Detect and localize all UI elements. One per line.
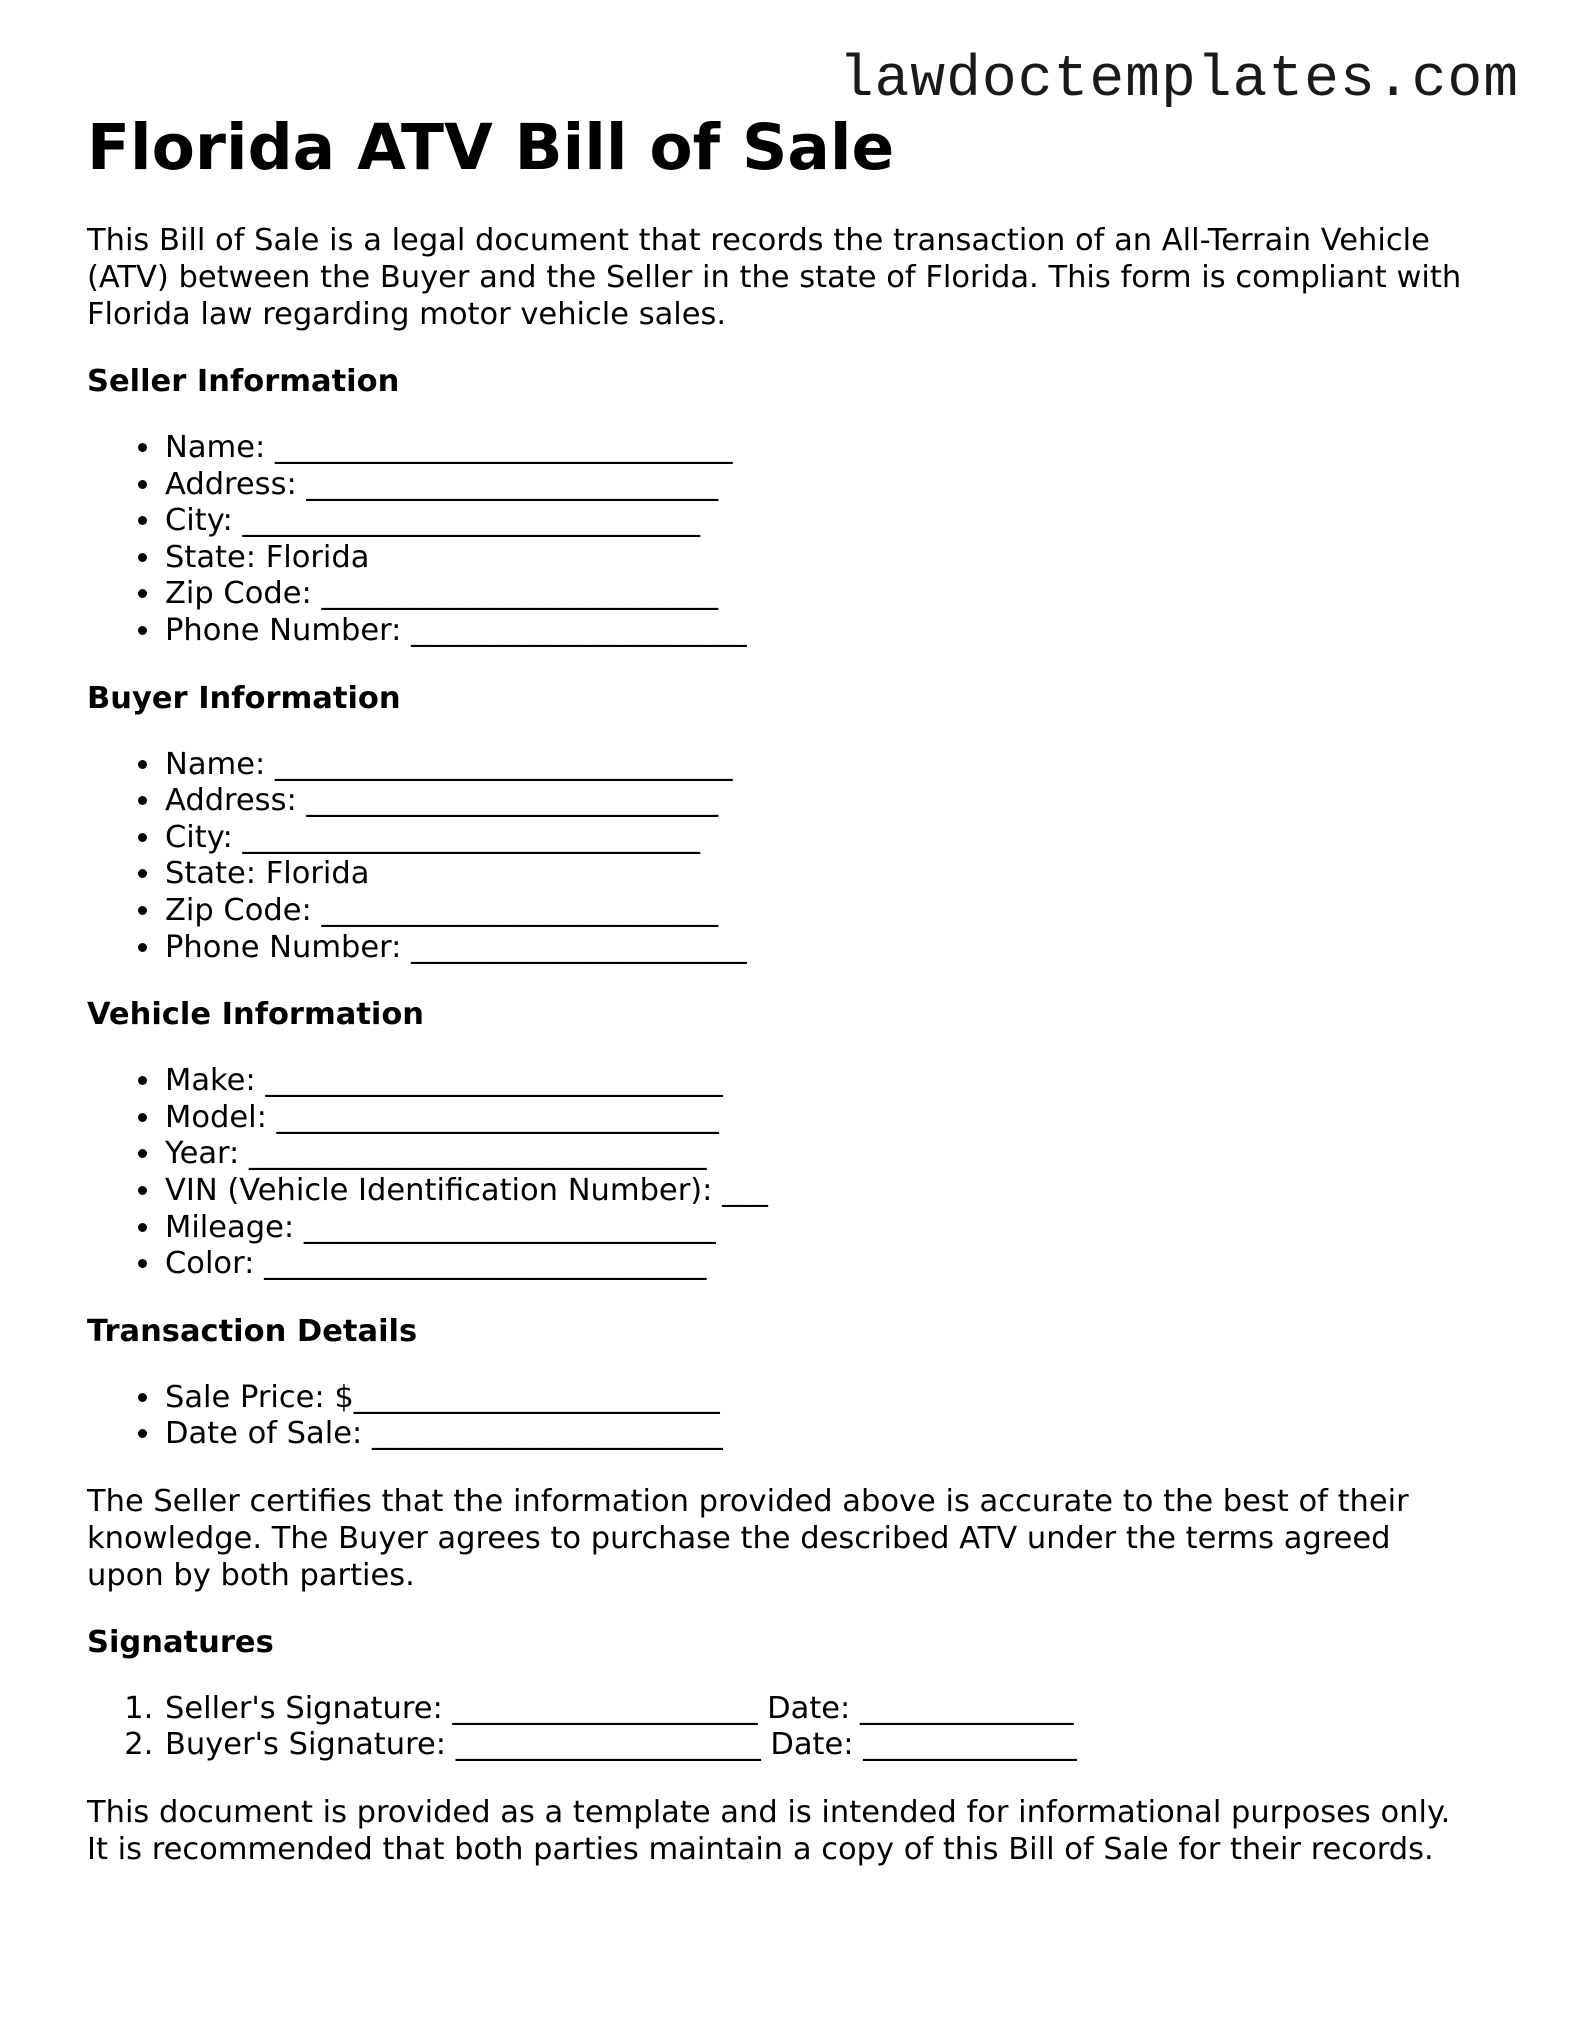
vehicle-heading: Vehicle Information — [87, 997, 425, 1033]
document-title: Florida ATV Bill of Sale — [87, 111, 895, 184]
document-page — [87, 110, 1507, 1868]
site-watermark: lawdoctemplates.com — [838, 48, 1519, 113]
seller-signature-line: 1. Seller's Signature: ____________________ Date: ______________ — [163, 1691, 1507, 1728]
intro-paragraph: This Bill of Sale is a legal document that records the transaction of an All-Terrain Vehicle (ATV) between the Buyer and the Seller in the state of Florida. This form is compliant with Florida law regarding motor vehicle sales. — [87, 223, 1462, 332]
buyer-phone-field: • Phone Number: ______________________ — [163, 930, 1507, 967]
signatures-heading: Signatures — [87, 1624, 274, 1660]
vehicle-model-field: • Model: _____________________________ — [163, 1100, 1507, 1137]
buyer-signature-line: 2. Buyer's Signature: ____________________ Date: ______________ — [163, 1727, 1507, 1764]
transaction-heading: Transaction Details — [87, 1313, 418, 1349]
seller-name-field: • Name: ______________________________ — [163, 430, 1507, 467]
vehicle-make-field: • Make: ______________________________ — [163, 1063, 1507, 1100]
seller-address-field: • Address: ___________________________ — [163, 467, 1507, 504]
certification-paragraph: The Seller certifies that the information provided above is accurate to the best of their knowledge. The Buyer agrees to purchase the described ATV under the terms agreed upon by both parties. — [87, 1483, 1409, 1593]
vehicle-vin-field: • VIN (Vehicle Identification Number): ___ — [163, 1173, 1507, 1210]
transaction-list — [87, 1380, 1507, 1453]
footer-paragraph: This document is provided as a template and is intended for informational purposes only. It is recommended that both parties maintain a copy of this Bill of Sale for their records. — [87, 1795, 1451, 1868]
seller-city-field: • City: ______________________________ — [163, 503, 1507, 540]
buyer-city-field: • City: ______________________________ — [163, 820, 1507, 857]
buyer-zip-field: • Zip Code: __________________________ — [163, 893, 1507, 930]
buyer-list — [87, 747, 1507, 967]
buyer-state-field: • State: Florida — [163, 856, 1507, 893]
buyer-address-field: • Address: ___________________________ — [163, 783, 1507, 820]
sale-price-field: • Sale Price: $________________________ — [163, 1380, 1507, 1417]
seller-zip-field: • Zip Code: __________________________ — [163, 576, 1507, 613]
vehicle-list — [87, 1063, 1507, 1283]
seller-phone-field: • Phone Number: ______________________ — [163, 613, 1507, 650]
vehicle-year-field: • Year: ______________________________ — [163, 1136, 1507, 1173]
seller-state-field: • State: Florida — [163, 540, 1507, 577]
seller-list — [87, 430, 1507, 650]
vehicle-color-field: • Color: _____________________________ — [163, 1246, 1507, 1283]
vehicle-mileage-field: • Mileage: ___________________________ — [163, 1210, 1507, 1247]
sale-date-field: • Date of Sale: _______________________ — [163, 1416, 1507, 1453]
signatures-list — [87, 1691, 1507, 1764]
seller-heading: Seller Information — [87, 364, 400, 399]
buyer-name-field: • Name: ______________________________ — [163, 747, 1507, 784]
buyer-heading: Buyer Information — [87, 680, 401, 716]
